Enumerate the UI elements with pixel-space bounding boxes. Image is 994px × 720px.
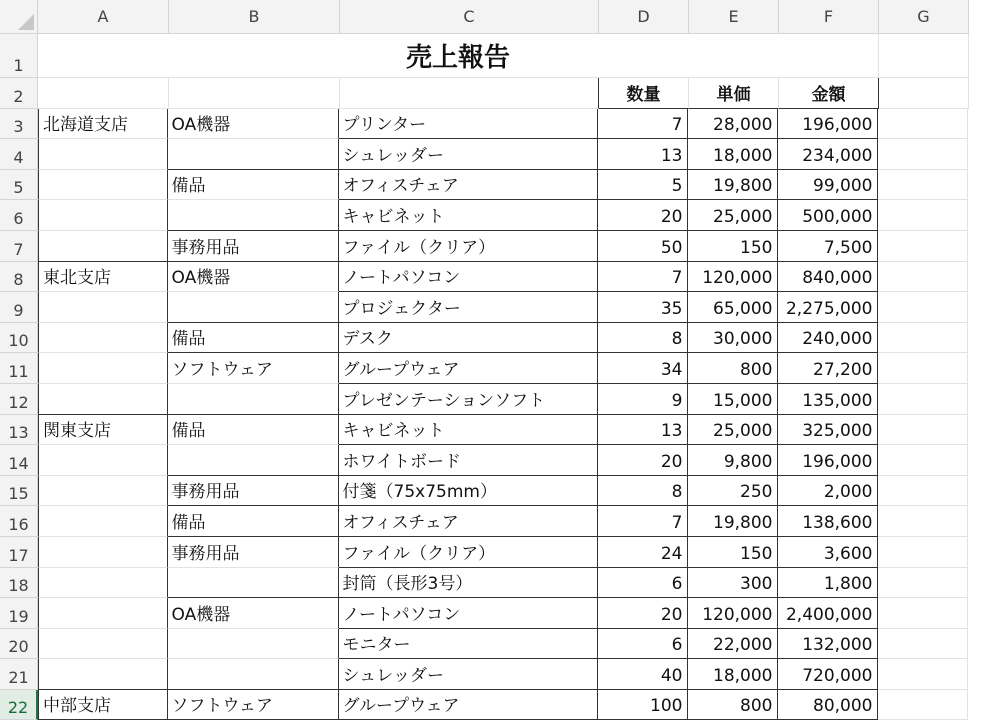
table-row <box>38 568 994 599</box>
item-cell[interactable]: キャビネット <box>339 415 598 446</box>
row-header-18[interactable]: 18 <box>0 568 38 599</box>
quantity-cell[interactable]: 50 <box>598 231 688 262</box>
empty-cell-g[interactable] <box>878 323 968 354</box>
item-cell[interactable]: ファイル（クリア） <box>339 537 598 568</box>
item-cell[interactable]: プリンター <box>339 109 598 140</box>
amount-cell[interactable]: 196,000 <box>778 445 878 476</box>
quantity-cell[interactable]: 9 <box>598 384 688 415</box>
empty-cell-g[interactable] <box>878 568 968 599</box>
quantity-cell[interactable]: 20 <box>598 445 688 476</box>
cell-g2[interactable] <box>879 78 969 109</box>
amount-cell[interactable]: 80,000 <box>778 690 878 720</box>
title-row <box>38 34 994 78</box>
category-cell[interactable]: ソフトウェア <box>168 353 339 384</box>
branch-cell[interactable] <box>38 139 168 170</box>
header-amount[interactable]: 金額 <box>779 78 879 109</box>
amount-cell[interactable]: 2,000 <box>778 476 878 507</box>
table-row <box>38 415 994 446</box>
column-header-b[interactable]: B <box>169 0 340 34</box>
empty-cell-g[interactable] <box>878 690 968 720</box>
column-header-c[interactable]: C <box>340 0 599 34</box>
cell-grid <box>38 34 994 720</box>
column-headers <box>38 0 994 34</box>
empty-cell-g[interactable] <box>878 109 968 140</box>
quantity-cell[interactable]: 20 <box>598 598 688 629</box>
amount-cell[interactable]: 2,275,000 <box>778 292 878 323</box>
amount-cell[interactable]: 2,400,000 <box>778 598 878 629</box>
branch-cell[interactable] <box>38 476 168 507</box>
row-header-9[interactable]: 9 <box>0 292 38 323</box>
table-row <box>38 353 994 384</box>
empty-cell-g[interactable] <box>878 537 968 568</box>
row-header-21[interactable]: 21 <box>0 659 38 690</box>
item-cell[interactable]: デスク <box>339 323 598 354</box>
item-cell[interactable]: オフィスチェア <box>339 170 598 201</box>
cell-c2[interactable] <box>340 78 599 109</box>
table-row <box>38 659 994 690</box>
table-row <box>38 506 994 537</box>
item-cell[interactable]: モニター <box>339 629 598 660</box>
amount-cell[interactable]: 135,000 <box>778 384 878 415</box>
cell-a2[interactable] <box>38 78 169 109</box>
amount-cell[interactable]: 99,000 <box>778 170 878 201</box>
select-all-corner[interactable] <box>0 0 38 34</box>
table-row <box>38 262 994 293</box>
column-header-a[interactable]: A <box>38 0 169 34</box>
unit-price-cell[interactable]: 25,000 <box>688 200 778 231</box>
unit-price-cell[interactable]: 150 <box>688 537 778 568</box>
row-header-16[interactable]: 16 <box>0 506 38 537</box>
empty-cell-g[interactable] <box>878 384 968 415</box>
item-cell[interactable]: プレゼンテーションソフト <box>339 384 598 415</box>
table-row <box>38 690 994 720</box>
category-cell[interactable]: ソフトウェア <box>168 690 339 720</box>
branch-cell[interactable] <box>38 323 168 354</box>
item-cell[interactable]: シュレッダー <box>339 139 598 170</box>
item-cell[interactable]: ノートパソコン <box>339 598 598 629</box>
quantity-cell[interactable]: 8 <box>598 476 688 507</box>
category-cell[interactable]: OA機器 <box>168 598 339 629</box>
unit-price-cell[interactable]: 9,800 <box>688 445 778 476</box>
row-header-1[interactable]: 1 <box>0 34 38 78</box>
cell-g1[interactable] <box>879 34 969 78</box>
item-cell[interactable]: ホワイトボード <box>339 445 598 476</box>
amount-cell[interactable]: 7,500 <box>778 231 878 262</box>
category-cell[interactable] <box>168 139 339 170</box>
empty-cell-g[interactable] <box>878 506 968 537</box>
branch-cell[interactable] <box>38 598 168 629</box>
category-cell[interactable] <box>168 445 339 476</box>
unit-price-cell[interactable]: 65,000 <box>688 292 778 323</box>
category-cell[interactable] <box>168 292 339 323</box>
row-header-3[interactable]: 3 <box>0 109 38 140</box>
branch-cell[interactable] <box>38 384 168 415</box>
amount-cell[interactable]: 27,200 <box>778 353 878 384</box>
row-header-20[interactable]: 20 <box>0 629 38 660</box>
item-cell[interactable]: 付箋（75x75mm） <box>339 476 598 507</box>
branch-cell[interactable] <box>38 353 168 384</box>
amount-cell[interactable]: 3,600 <box>778 537 878 568</box>
item-cell[interactable]: ファイル（クリア） <box>339 231 598 262</box>
table-row <box>38 598 994 629</box>
unit-price-cell[interactable]: 25,000 <box>688 415 778 446</box>
item-cell[interactable]: キャビネット <box>339 200 598 231</box>
quantity-cell[interactable]: 7 <box>598 506 688 537</box>
empty-cell-g[interactable] <box>878 415 968 446</box>
row-header-14[interactable]: 14 <box>0 445 38 476</box>
branch-cell[interactable] <box>38 659 168 690</box>
item-cell[interactable]: オフィスチェア <box>339 506 598 537</box>
unit-price-cell[interactable]: 28,000 <box>688 109 778 140</box>
row-header-2[interactable]: 2 <box>0 78 38 109</box>
category-cell[interactable]: OA機器 <box>168 109 339 140</box>
empty-cell-g[interactable] <box>878 445 968 476</box>
branch-cell[interactable]: 関東支店 <box>38 415 168 446</box>
unit-price-cell[interactable]: 300 <box>688 568 778 599</box>
amount-cell[interactable]: 196,000 <box>778 109 878 140</box>
amount-cell[interactable]: 132,000 <box>778 629 878 660</box>
table-row <box>38 323 994 354</box>
amount-cell[interactable]: 720,000 <box>778 659 878 690</box>
select-all-triangle-icon <box>18 14 34 30</box>
category-cell[interactable] <box>168 384 339 415</box>
quantity-cell[interactable]: 100 <box>598 690 688 720</box>
category-cell[interactable]: 事務用品 <box>168 231 339 262</box>
empty-cell-g[interactable] <box>878 629 968 660</box>
column-header-f[interactable]: F <box>779 0 879 34</box>
empty-cell-g[interactable] <box>878 231 968 262</box>
table-row <box>38 476 994 507</box>
row-header-4[interactable]: 4 <box>0 139 38 170</box>
category-cell[interactable]: 事務用品 <box>168 537 339 568</box>
amount-cell[interactable]: 240,000 <box>778 323 878 354</box>
table-row <box>38 384 994 415</box>
empty-cell-g[interactable] <box>878 598 968 629</box>
branch-cell[interactable] <box>38 506 168 537</box>
unit-price-cell[interactable]: 19,800 <box>688 506 778 537</box>
header-quantity[interactable]: 数量 <box>599 78 689 109</box>
row-header-22[interactable]: 22 <box>0 690 38 720</box>
category-cell[interactable]: 備品 <box>168 415 339 446</box>
table-row <box>38 445 994 476</box>
unit-price-cell[interactable]: 800 <box>688 353 778 384</box>
column-header-d[interactable]: D <box>599 0 689 34</box>
empty-cell-g[interactable] <box>878 659 968 690</box>
category-cell[interactable]: 備品 <box>168 506 339 537</box>
item-cell[interactable]: ノートパソコン <box>339 262 598 293</box>
empty-cell-g[interactable] <box>878 170 968 201</box>
row-header-8[interactable]: 8 <box>0 262 38 293</box>
quantity-cell[interactable]: 24 <box>598 537 688 568</box>
row-headers <box>0 34 38 720</box>
branch-cell[interactable] <box>38 568 168 599</box>
amount-cell[interactable]: 234,000 <box>778 139 878 170</box>
unit-price-cell[interactable]: 18,000 <box>688 659 778 690</box>
quantity-cell[interactable]: 8 <box>598 323 688 354</box>
table-row <box>38 170 994 201</box>
branch-cell[interactable] <box>38 629 168 660</box>
table-row <box>38 537 994 568</box>
item-cell[interactable]: 封筒（長形3号） <box>339 568 598 599</box>
quantity-cell[interactable]: 35 <box>598 292 688 323</box>
empty-cell-g[interactable] <box>878 353 968 384</box>
table-row <box>38 292 994 323</box>
category-cell[interactable]: 備品 <box>168 170 339 201</box>
item-cell[interactable]: プロジェクター <box>339 292 598 323</box>
amount-cell[interactable]: 500,000 <box>778 200 878 231</box>
quantity-cell[interactable]: 20 <box>598 200 688 231</box>
branch-cell[interactable] <box>38 200 168 231</box>
empty-cell-g[interactable] <box>878 292 968 323</box>
unit-price-cell[interactable]: 250 <box>688 476 778 507</box>
category-cell[interactable]: 事務用品 <box>168 476 339 507</box>
category-cell[interactable]: OA機器 <box>168 262 339 293</box>
branch-cell[interactable] <box>38 445 168 476</box>
unit-price-cell[interactable]: 19,800 <box>688 170 778 201</box>
unit-price-cell[interactable]: 15,000 <box>688 384 778 415</box>
unit-price-cell[interactable]: 30,000 <box>688 323 778 354</box>
quantity-cell[interactable]: 7 <box>598 262 688 293</box>
unit-price-cell[interactable]: 22,000 <box>688 629 778 660</box>
row-header-11[interactable]: 11 <box>0 353 38 384</box>
quantity-cell[interactable]: 13 <box>598 415 688 446</box>
amount-cell[interactable]: 840,000 <box>778 262 878 293</box>
quantity-cell[interactable]: 40 <box>598 659 688 690</box>
unit-price-cell[interactable]: 18,000 <box>688 139 778 170</box>
unit-price-cell[interactable]: 120,000 <box>688 598 778 629</box>
row-header-17[interactable]: 17 <box>0 537 38 568</box>
branch-cell[interactable] <box>38 231 168 262</box>
item-cell[interactable]: シュレッダー <box>339 659 598 690</box>
row-header-10[interactable]: 10 <box>0 323 38 354</box>
branch-cell[interactable] <box>38 292 168 323</box>
table-row <box>38 231 994 262</box>
category-cell[interactable] <box>168 200 339 231</box>
row-header-7[interactable]: 7 <box>0 231 38 262</box>
quantity-cell[interactable]: 13 <box>598 139 688 170</box>
category-cell[interactable] <box>168 659 339 690</box>
amount-cell[interactable]: 1,800 <box>778 568 878 599</box>
quantity-cell[interactable]: 7 <box>598 109 688 140</box>
unit-price-cell[interactable]: 800 <box>688 690 778 720</box>
row-header-5[interactable]: 5 <box>0 170 38 201</box>
table-row <box>38 629 994 660</box>
unit-price-cell[interactable]: 150 <box>688 231 778 262</box>
row-header-15[interactable]: 15 <box>0 476 38 507</box>
table-row <box>38 200 994 231</box>
quantity-cell[interactable]: 6 <box>598 629 688 660</box>
quantity-cell[interactable]: 34 <box>598 353 688 384</box>
category-cell[interactable] <box>168 568 339 599</box>
title-cell[interactable]: 売上報告 <box>38 34 879 78</box>
empty-cell-g[interactable] <box>878 262 968 293</box>
header-row <box>38 78 994 109</box>
row-header-6[interactable]: 6 <box>0 200 38 231</box>
branch-cell[interactable] <box>38 537 168 568</box>
amount-cell[interactable]: 138,600 <box>778 506 878 537</box>
quantity-cell[interactable]: 6 <box>598 568 688 599</box>
branch-cell[interactable]: 北海道支店 <box>38 109 168 140</box>
empty-cell-g[interactable] <box>878 139 968 170</box>
table-row <box>38 139 994 170</box>
branch-cell[interactable] <box>38 170 168 201</box>
cell-b2[interactable] <box>169 78 340 109</box>
column-header-g[interactable]: G <box>879 0 969 34</box>
row-header-12[interactable]: 12 <box>0 384 38 415</box>
amount-cell[interactable]: 325,000 <box>778 415 878 446</box>
column-header-e[interactable]: E <box>689 0 779 34</box>
unit-price-cell[interactable]: 120,000 <box>688 262 778 293</box>
category-cell[interactable] <box>168 629 339 660</box>
empty-cell-g[interactable] <box>878 200 968 231</box>
table-row <box>38 109 994 140</box>
category-cell[interactable]: 備品 <box>168 323 339 354</box>
quantity-cell[interactable]: 5 <box>598 170 688 201</box>
branch-cell[interactable]: 東北支店 <box>38 262 168 293</box>
row-header-13[interactable]: 13 <box>0 415 38 446</box>
header-unit-price[interactable]: 単価 <box>689 78 779 109</box>
branch-cell[interactable]: 中部支店 <box>38 690 168 720</box>
item-cell[interactable]: グループウェア <box>339 690 598 720</box>
row-header-19[interactable]: 19 <box>0 598 38 629</box>
empty-cell-g[interactable] <box>878 476 968 507</box>
item-cell[interactable]: グループウェア <box>339 353 598 384</box>
